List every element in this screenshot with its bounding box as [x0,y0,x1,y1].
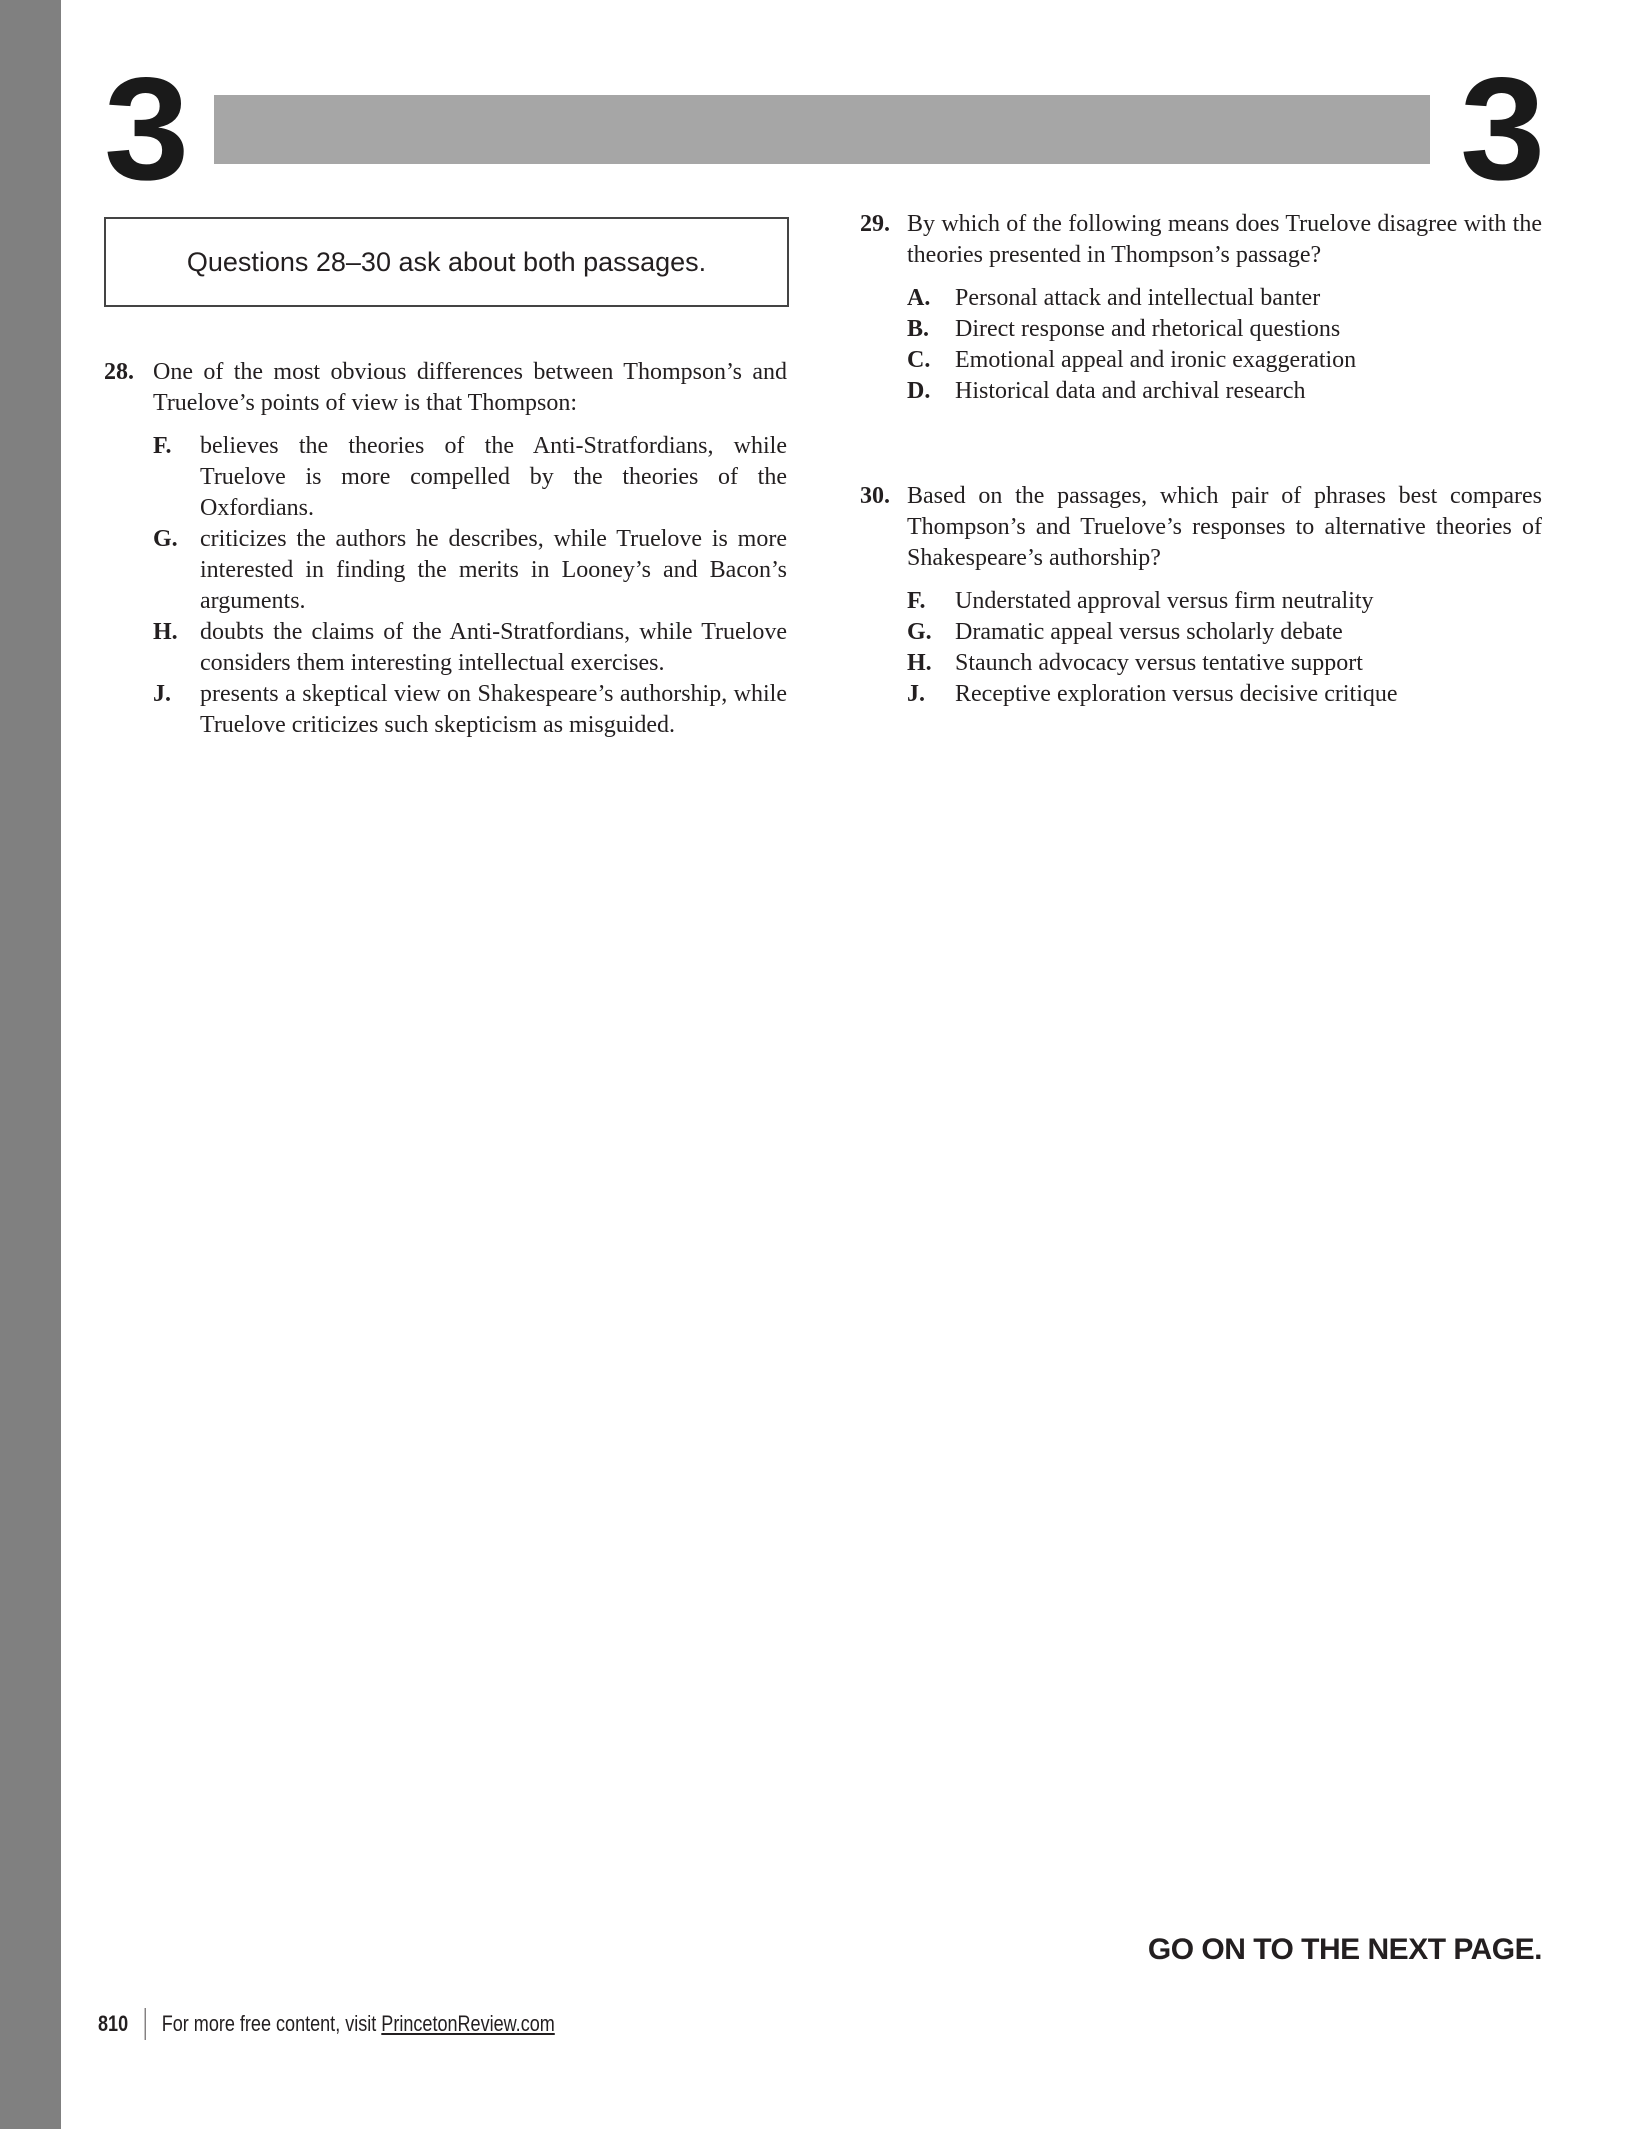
section-header-bar [214,95,1430,164]
option-text: criticizes the authors he describes, while Truelove is more interested in finding the merits in Looney’s and Bacon’s arguments. [200,526,787,614]
question-text: Based on the passages, which pair of phrases best compares Thompson’s and Truelove’s responses to alternative theories of Shakespeare’s authorship? [907,483,1542,571]
option-text: Direct response and rhetorical questions [955,316,1341,342]
footer-text: For more free content, visit [161,2011,377,2036]
option-text: Personal attack and intellectual banter [955,285,1321,311]
answer-option[interactable] [907,345,1542,376]
option-letter: J. [907,681,925,707]
option-text: Emotional appeal and ironic exaggeration [955,347,1357,373]
answer-option[interactable] [153,679,787,741]
option-letter: H. [153,619,178,645]
option-text: believes the theories of the Anti-Stratfordians, while Truelove is more compelled by the theories of the Oxfordians. [200,433,787,521]
section-number-left: 3 [103,47,190,210]
question-text: One of the most obvious differences between Thompson’s and Truelove’s points of view is that Thompson: [153,359,787,416]
option-text: Receptive exploration versus decisive critique [955,681,1398,707]
answer-option[interactable] [907,314,1542,345]
answer-option[interactable] [907,376,1542,407]
answer-option[interactable] [907,586,1542,617]
go-on-notice: GO ON TO THE NEXT PAGE. [1147,1933,1542,1966]
question-number: 29. [860,211,890,237]
option-letter: A. [907,285,931,311]
instruction-box [104,217,789,307]
question-29 [860,209,1542,407]
footer-divider [145,2008,146,2040]
option-letter: J. [153,681,171,707]
question-30 [860,481,1542,710]
option-letter: G. [153,526,178,552]
question-number: 30. [860,483,890,509]
option-letter: C. [907,347,931,373]
answer-option[interactable] [907,648,1542,679]
answer-option[interactable] [907,617,1542,648]
option-letter: H. [907,650,932,676]
option-letter: G. [907,619,932,645]
option-text: Understated approval versus firm neutrality [955,588,1374,614]
answer-option[interactable] [907,283,1542,314]
page-footer [98,2008,555,2040]
question-number: 28. [104,359,134,385]
princeton-review-link[interactable]: PrincetonReview.com [381,2011,555,2036]
option-text: doubts the claims of the Anti-Stratfordians, while Truelove considers them interesting intellectual exercises. [200,619,787,676]
answer-option[interactable] [153,524,787,617]
option-text: Staunch advocacy versus tentative support [955,650,1363,676]
option-text: Dramatic appeal versus scholarly debate [955,619,1343,645]
answer-option[interactable] [907,679,1542,710]
answer-option[interactable] [153,431,787,524]
question-text: By which of the following means does Truelove disagree with the theories presented in Thompson’s passage? [907,211,1542,268]
section-number-right: 3 [1459,47,1546,210]
page-number: 810 [98,2011,129,2036]
option-letter: F. [153,433,172,459]
option-text: Historical data and archival research [955,378,1306,404]
option-text: presents a skeptical view on Shakespeare’s authorship, while Truelove criticizes such skepticism as misguided. [200,681,787,738]
option-letter: F. [907,588,926,614]
answer-option[interactable] [153,617,787,679]
option-letter: D. [907,378,931,404]
page-edge-bar [0,0,61,2129]
instruction-text: Questions 28–30 ask about both passages. [186,246,707,277]
question-28 [104,357,787,741]
option-letter: B. [907,316,930,342]
